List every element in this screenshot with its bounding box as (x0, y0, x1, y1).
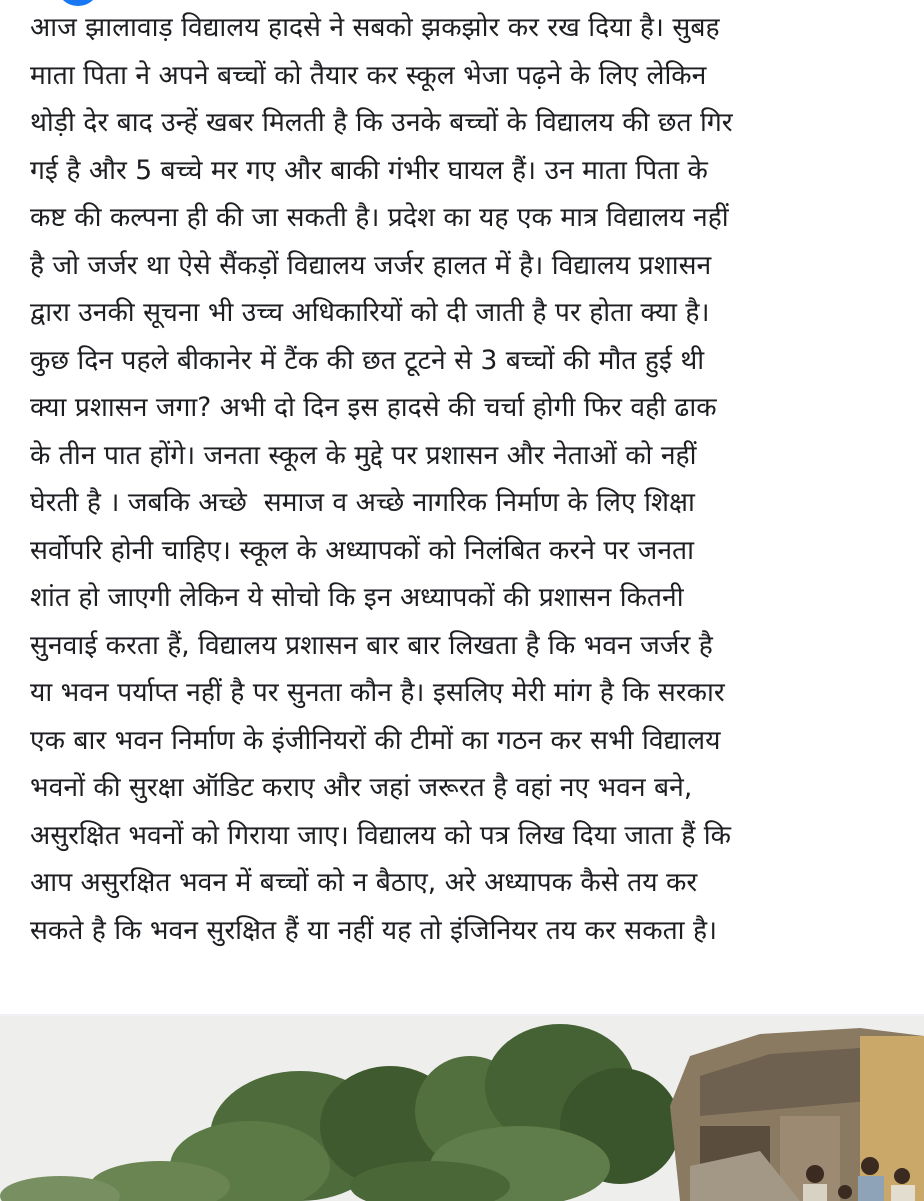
post-text-line: गई है और 5 बच्चे मर गए और बाकी गंभीर घायल हैं। उन माता पिता के (30, 154, 708, 186)
post-text-line: क्या प्रशासन जगा? अभी दो दिन इस हादसे की चर्चा होगी फिर वही ढाक (30, 392, 717, 423)
post-text-line: आज झालावाड़ विद्यालय हादसे ने सबको झकझोर कर रख दिया है। सुबह (30, 12, 720, 43)
damaged-school-building (670, 1028, 924, 1201)
post-text-line: के तीन पात होंगे। जनता स्कूल के मुद्दे पर प्रशासन और नेताओं को नहीं (30, 439, 697, 471)
post-text-line: है जो जर्जर था ऐसे सैंकड़ों विद्यालय जर्जर हालत में है। विद्यालय प्रशासन (30, 249, 712, 281)
post-text-line: कष्ट की कल्पना ही की जा सकती है। प्रदेश का यह एक मात्र विद्यालय नहीं (30, 202, 729, 233)
post-text-line: द्वारा उनकी सूचना भी उच्च अधिकारियों को दी जाती है पर होता क्या है। (30, 297, 710, 328)
post-text-line: माता पिता ने अपने बच्चों को तैयार कर स्कूल भेजा पढ़ने के लिए लेकिन (30, 59, 707, 91)
post-text-line: भवनों की सुरक्षा ऑडिट कराए और जहां जरूरत है वहां नए भवन बने, (30, 772, 693, 803)
post-text-line: शांत हो जाएगी लेकिन ये सोचो कि इन अध्यापकों की प्रशासन कितनी (30, 582, 684, 613)
post-text-line: आप असुरक्षित भवन में बच्चों को न बैठाए, अरे अध्यापक कैसे तय कर (30, 867, 698, 898)
post-text (30, 4, 910, 954)
post-text-line: सर्वोपरि होनी चाहिए। स्कूल के अध्यापकों को निलंबित करने पर जनता (30, 534, 695, 566)
post-text-line: घेरती है । जबकि अच्छे समाज व अच्छे नागरिक निर्माण के लिए शिक्षा (30, 487, 695, 518)
post-text-line: सकते है कि भवन सुरक्षित हैं या नहीं यह तो इंजिनियर तय कर सकता है। (30, 914, 718, 946)
post-text-line: कुछ दिन पहले बीकानेर में टैंक की छत टूटने से 3 बच्चों की मौत हुई थी (30, 344, 705, 376)
post-photo[interactable] (0, 1014, 924, 1201)
post-text-line: एक बार भवन निर्माण के इंजीनियरों की टीमों का गठन कर सभी विद्यालय (30, 724, 721, 756)
post-text-line: या भवन पर्याप्त नहीं है पर सुनता कौन है। इसलिए मेरी मांग है कि सरकार (30, 677, 725, 708)
post-text-line: थोड़ी देर बाद उन्हें खबर मिलती है कि उनके बच्चों के विद्यालय की छत गिर (30, 107, 733, 138)
post-text-line: असुरक्षित भवनों को गिराया जाए। विद्यालय को पत्र लिख दिया जाता हैं कि (30, 819, 731, 851)
post-text-line: सुनवाई करता हैं, विद्यालय प्रशासन बार बार लिखता है कि भवन जर्जर है (30, 629, 713, 661)
school-photo-illustration (0, 1016, 924, 1201)
